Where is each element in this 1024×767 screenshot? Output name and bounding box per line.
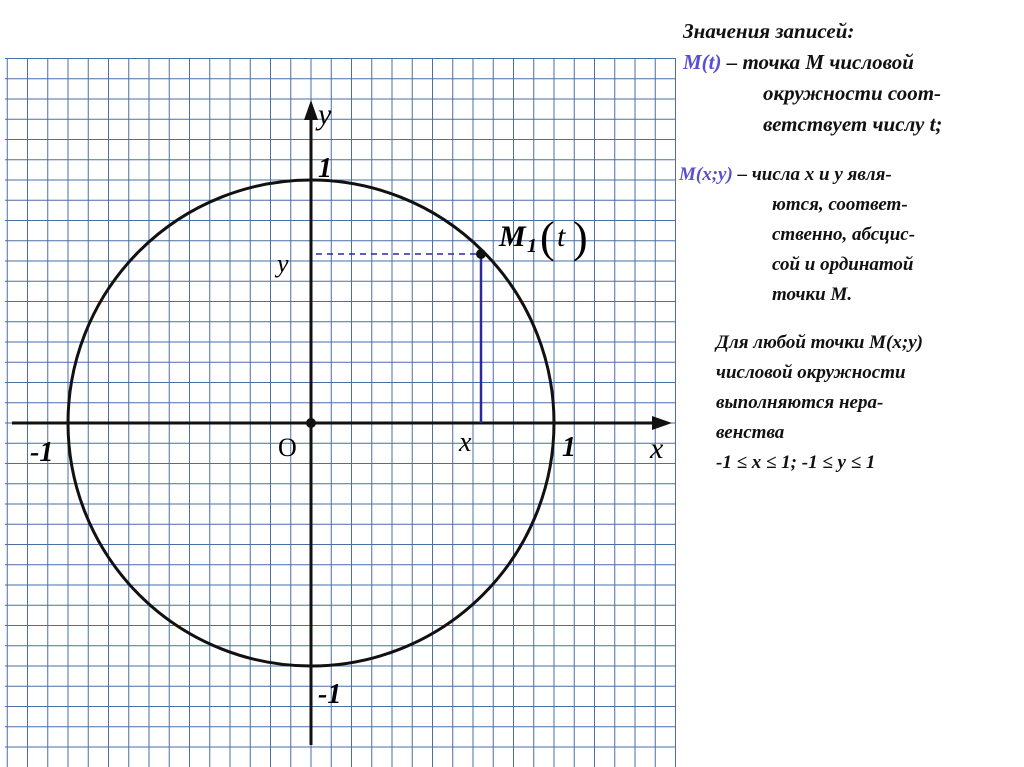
origin-label: O <box>278 433 297 462</box>
tick-label-pos-x: 1 <box>562 432 576 463</box>
proj-label-x: x <box>459 427 472 458</box>
point-label-m: M <box>499 220 526 253</box>
m-t-definition-line1 <box>683 47 1013 78</box>
ineq-line5: -1 ≤ x ≤ 1; -1 ≤ y ≤ 1 <box>716 452 876 473</box>
point-label-paren-open: ( <box>540 213 555 262</box>
m-xy-text1: – числа x и y явля- <box>732 164 892 185</box>
m-xy-term: М(x;y) <box>679 164 733 185</box>
point-m1 <box>476 249 486 259</box>
proj-label-y: y <box>277 249 289 278</box>
m-xy-definition-line1 <box>679 160 1019 190</box>
x-axis-arrow <box>652 416 672 430</box>
notes-definitions <box>683 16 1013 140</box>
ineq-line4: венства <box>716 422 785 443</box>
m-xy-definition-line2: ются, соответ- <box>772 194 908 215</box>
m-t-text1: – точка М числовой <box>721 50 914 74</box>
y-axis-label: y <box>318 98 332 131</box>
m-xy-definition-line3: ственно, абсцис- <box>772 224 916 245</box>
origin-point <box>306 418 316 428</box>
m-t-definition-line3: ветствует числу t; <box>763 112 943 136</box>
notes-heading: Значения записей: <box>683 19 855 43</box>
point-label-paren-close: ) <box>573 213 588 262</box>
tick-label-neg-x: -1 <box>30 437 54 468</box>
ineq-line3: выполняются нера- <box>716 392 884 413</box>
m-t-definition-line2: окружности соот- <box>763 81 942 105</box>
ineq-line2: числовой окружности <box>716 362 906 383</box>
x-axis-label: x <box>650 432 664 465</box>
grid <box>5 58 676 767</box>
tick-label-neg-y: -1 <box>318 679 342 710</box>
m-xy-definition-line4: сой и ординатой <box>772 254 914 275</box>
ineq-line1: Для любой точки М(x;y) <box>716 332 923 353</box>
point-label-arg: t <box>557 220 566 253</box>
notes-inequalities <box>716 328 1016 478</box>
tick-label-pos-y: 1 <box>318 153 332 184</box>
m-t-term: M(t) <box>683 50 722 74</box>
y-axis-arrow <box>304 100 318 120</box>
notes-coordinates <box>679 160 1019 310</box>
point-label-subscript: 1 <box>527 235 537 257</box>
m-xy-definition-line5: точки М. <box>772 284 853 305</box>
